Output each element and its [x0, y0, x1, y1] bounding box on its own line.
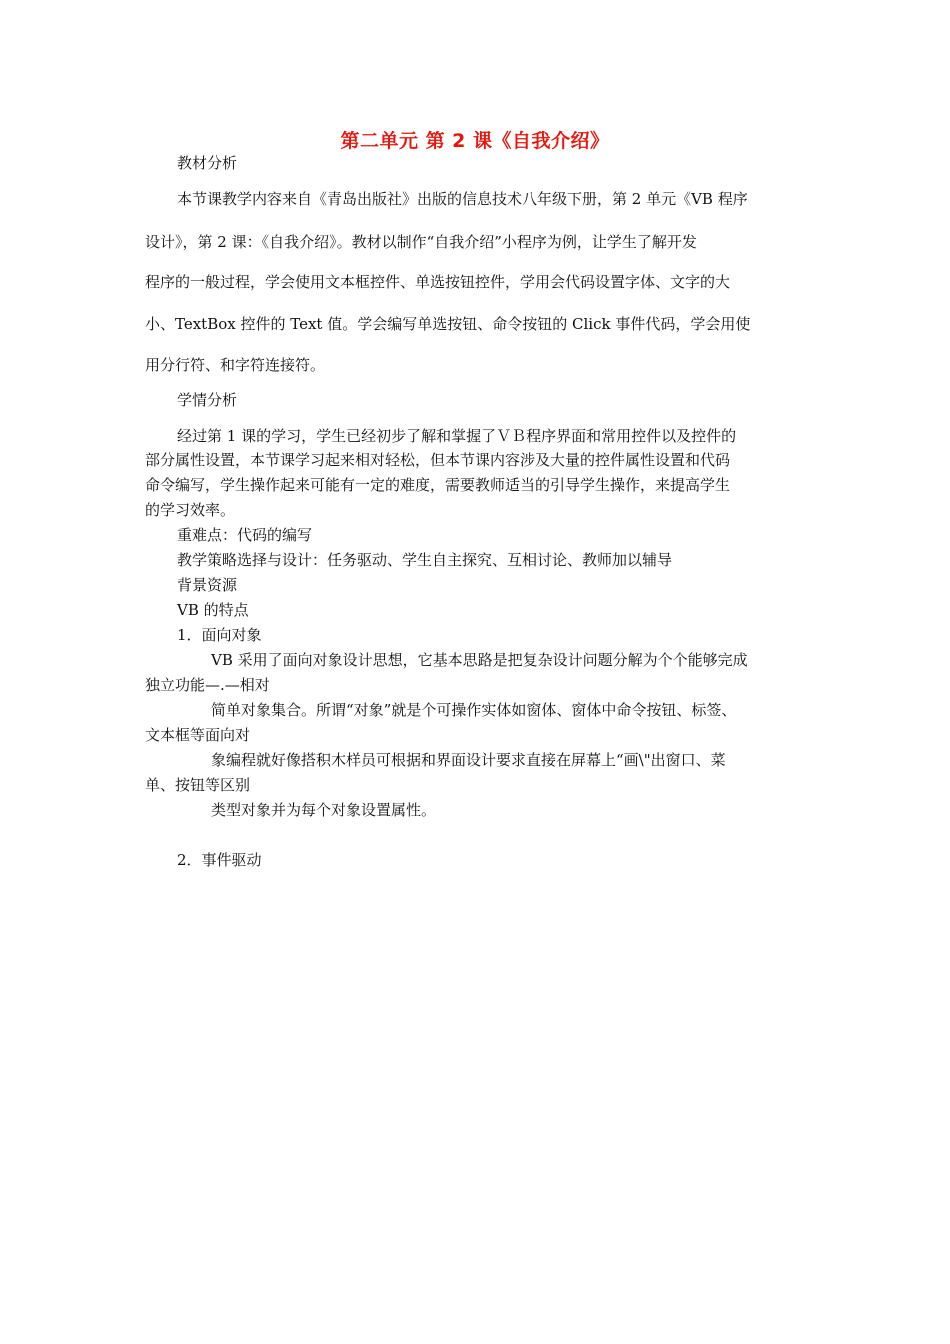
paragraph-line: VB 采用了面向对象设计思想，它基本思路是把复杂设计问题分解为个个能够完成: [211, 651, 748, 669]
paragraph-line: 设计》，第 2 课：《自我介绍》。教材以制作“自我介绍”小程序为例，让学生了解开发: [145, 233, 697, 251]
paragraph-line: 经过第 1 课的学习，学生已经初步了解和掌握了ＶＢ程序界面和常用控件以及控件的: [177, 427, 737, 445]
strategy-line: 教学策略选择与设计：任务驱动、学生自主探究、互相讨论、教师加以辅导: [177, 551, 673, 569]
list-item-heading: 1．面向对象: [177, 626, 262, 644]
difficulty-line: 重难点：代码的编写: [177, 526, 313, 544]
paragraph-line: 的学习效率。: [145, 501, 236, 519]
paragraph-line: 小、TextBox 控件的 Text 值。学会编写单选按钮、命令按钮的 Click 事件代码，学会用使: [145, 315, 751, 333]
paragraph-line: 类型对象并为每个对象设置属性。: [211, 801, 437, 819]
paragraph-line: 象编程就好像搭积木样员可根据和界面设计要求直接在屏幕上“画\"出窗口、菜: [211, 751, 726, 769]
background-heading: 背景资源: [177, 576, 238, 594]
paragraph-line: 文本框等面向对: [145, 726, 251, 744]
paragraph-line: 用分行符、和字符连接符。: [145, 356, 326, 374]
paragraph-line: 命令编写，学生操作起来可能有一定的难度，需要教师适当的引导学生操作，来提高学生: [145, 476, 731, 494]
paragraph-line: 部分属性设置，本节课学习起来相对轻松，但本节课内容涉及大量的控件属性设置和代码: [145, 451, 731, 469]
section-heading-textbook-analysis: 教材分析: [177, 154, 238, 172]
paragraph-line: 简单对象集合。所谓“对象”就是个可操作实体如窗体、窗体中命令按钮、标签、: [211, 701, 737, 719]
paragraph-line: 本节课教学内容来自《青岛出版社》出版的信息技术八年级下册，第 2 单元《VB 程序: [177, 190, 748, 208]
paragraph-line: 程序的一般过程，学会使用文本框控件、单选按钮控件，学用会代码设置字体、文字的大: [145, 273, 731, 291]
paragraph-line: 独立功能—.—相对: [145, 676, 270, 694]
page-title: 第二单元 第 2 课《自我介绍》: [340, 130, 610, 152]
paragraph-line: 单、按钮等区别: [145, 776, 251, 794]
list-item-heading: 2．事件驱动: [177, 851, 262, 869]
section-heading-student-analysis: 学情分析: [177, 391, 238, 409]
vb-features-heading: VB 的特点: [177, 601, 249, 619]
